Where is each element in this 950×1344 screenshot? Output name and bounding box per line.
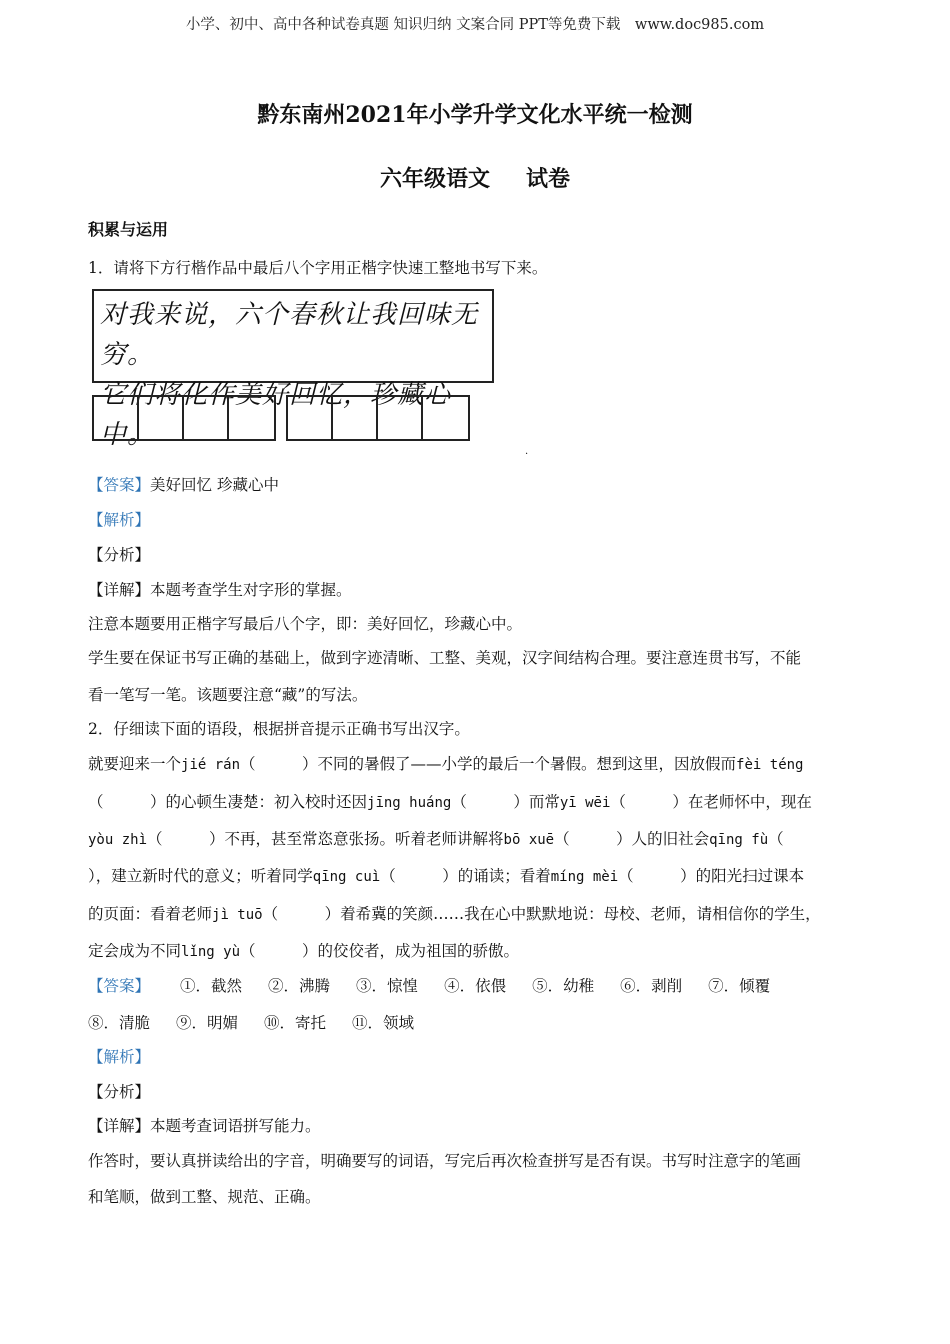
exam-subtitle bbox=[0, 162, 950, 193]
q2-line-4: ），建立新时代的意义；听着同学qīng cuì（ ）的诵读；看着míng mèi（ ）的阳光扫过课本 bbox=[88, 867, 805, 885]
q1-prompt: 1．请将下方行楷作品中最后八个字用正楷字快速工整地书写下来。 bbox=[88, 259, 548, 277]
grid-cell bbox=[423, 397, 468, 439]
q2-analysis-tag: 【解析】 bbox=[88, 1048, 151, 1066]
calligraphy-image bbox=[92, 289, 494, 450]
exam-title: 黔东南州2021年小学升学文化水平统一检测 bbox=[257, 102, 693, 128]
answer-item: ⑩．寄托 bbox=[264, 1014, 327, 1032]
q1-fenxi: 【分析】 bbox=[88, 546, 151, 564]
q1-answer: 【答案】美好回忆 珍藏心中 bbox=[88, 476, 279, 494]
answer-item: ⑧．清脆 bbox=[88, 1014, 151, 1032]
grid-cell bbox=[288, 397, 333, 439]
section-heading: 积累与运用 bbox=[88, 220, 169, 239]
answer-item: ④．依偎 bbox=[444, 977, 507, 995]
grid-cell bbox=[378, 397, 423, 439]
answer-item: ⑦．倾覆 bbox=[708, 977, 771, 995]
q2-line-2: （ ）的心顿生凄楚：初入校时还因jīng huáng（ ）而常yī wēi（ ）在老师怀中，现在 bbox=[88, 793, 812, 811]
q1-para-2: 学生要在保证书写正确的基础上，做到字迹清晰、工整、美观，汉字间结构合理。要注意连贯书写，不能 bbox=[88, 649, 802, 667]
grid-cell bbox=[184, 397, 229, 439]
q2-prompt: 2．仔细读下面的语段，根据拼音提示正确书写出汉字。 bbox=[88, 720, 470, 738]
q2-answer-row-2 bbox=[88, 1011, 440, 1033]
q2-answer-row-1: 【答案】 ①．截然 ②．沸腾 ③．惊惶 ④．依偎 ⑤．幼稚 ⑥．剥削 ⑦．倾覆 bbox=[88, 977, 771, 995]
answer-item: ②．沸腾 bbox=[268, 977, 331, 995]
q2-para-2: 和笔顺，做到工整、规范、正确。 bbox=[88, 1188, 321, 1206]
answer-item: ⑨．明媚 bbox=[176, 1014, 239, 1032]
page-header: 小学、初中、高中各种试卷真题 知识归纳 文案合同 PPT等免费下载 www.doc985.com bbox=[185, 17, 765, 33]
q2-line-1: 就要迎来一个jié rán（ ）不同的暑假了——小学的最后一个暑假。想到这里，因放假而fèi téng bbox=[88, 755, 804, 773]
q2-fenxi: 【分析】 bbox=[88, 1083, 151, 1101]
subtitle-subject: 六年级语文 bbox=[379, 166, 490, 192]
answer-item: ⑪．领域 bbox=[352, 1014, 415, 1032]
q1-para-1: 注意本题要用正楷字写最后八个字，即：美好回忆，珍藏心中。 bbox=[88, 615, 523, 633]
dot-mark: . bbox=[525, 446, 529, 457]
q2-line-5: 的页面：看着老师jì tuō（ ）着希冀的笑颜……我在心中默默地说：母校、老师，请相信你的学生， bbox=[88, 905, 821, 923]
q2-xiangjie: 【详解】本题考查词语拼写能力。 bbox=[88, 1117, 321, 1135]
q2-para-1: 作答时，要认真拼读给出的字音，明确要写的词语，写完后再次检查拼写是否有误。书写时注意字的笔画 bbox=[88, 1152, 802, 1170]
q1-xiangjie: 【详解】本题考查学生对字形的掌握。 bbox=[88, 581, 352, 599]
answer-item: ⑤．幼稚 bbox=[532, 977, 595, 995]
writing-grid-left bbox=[92, 395, 276, 441]
q2-line-6: 定会成为不同lǐng yù（ ）的佼佼者，成为祖国的骄傲。 bbox=[88, 942, 520, 960]
grid-cell bbox=[333, 397, 378, 439]
answer-item: ①．截然 bbox=[180, 977, 243, 995]
grid-cell bbox=[139, 397, 184, 439]
subtitle-paper: 试卷 bbox=[526, 166, 571, 192]
grid-cell bbox=[229, 397, 274, 439]
answer-item: ⑥．剥削 bbox=[620, 977, 683, 995]
answer-item: ③．惊惶 bbox=[356, 977, 419, 995]
writing-grid-right bbox=[286, 395, 470, 441]
calligraphy-line-1: 对我来说，六个春秋让我回味无穷。 bbox=[100, 300, 479, 370]
q1-analysis-tag: 【解析】 bbox=[88, 511, 151, 529]
q2-line-3: yòu zhì（ ）不再，甚至常恣意张扬。听着老师讲解将bō xuē（ ）人的旧社会qīng fù（ bbox=[88, 830, 784, 848]
calligraphy-line-2: 它们将化作美好回忆，珍藏心中。 bbox=[100, 380, 452, 450]
q1-para-3: 看一笔写一笔。该题要注意“藏”的写法。 bbox=[88, 686, 368, 704]
grid-cell bbox=[94, 397, 139, 439]
